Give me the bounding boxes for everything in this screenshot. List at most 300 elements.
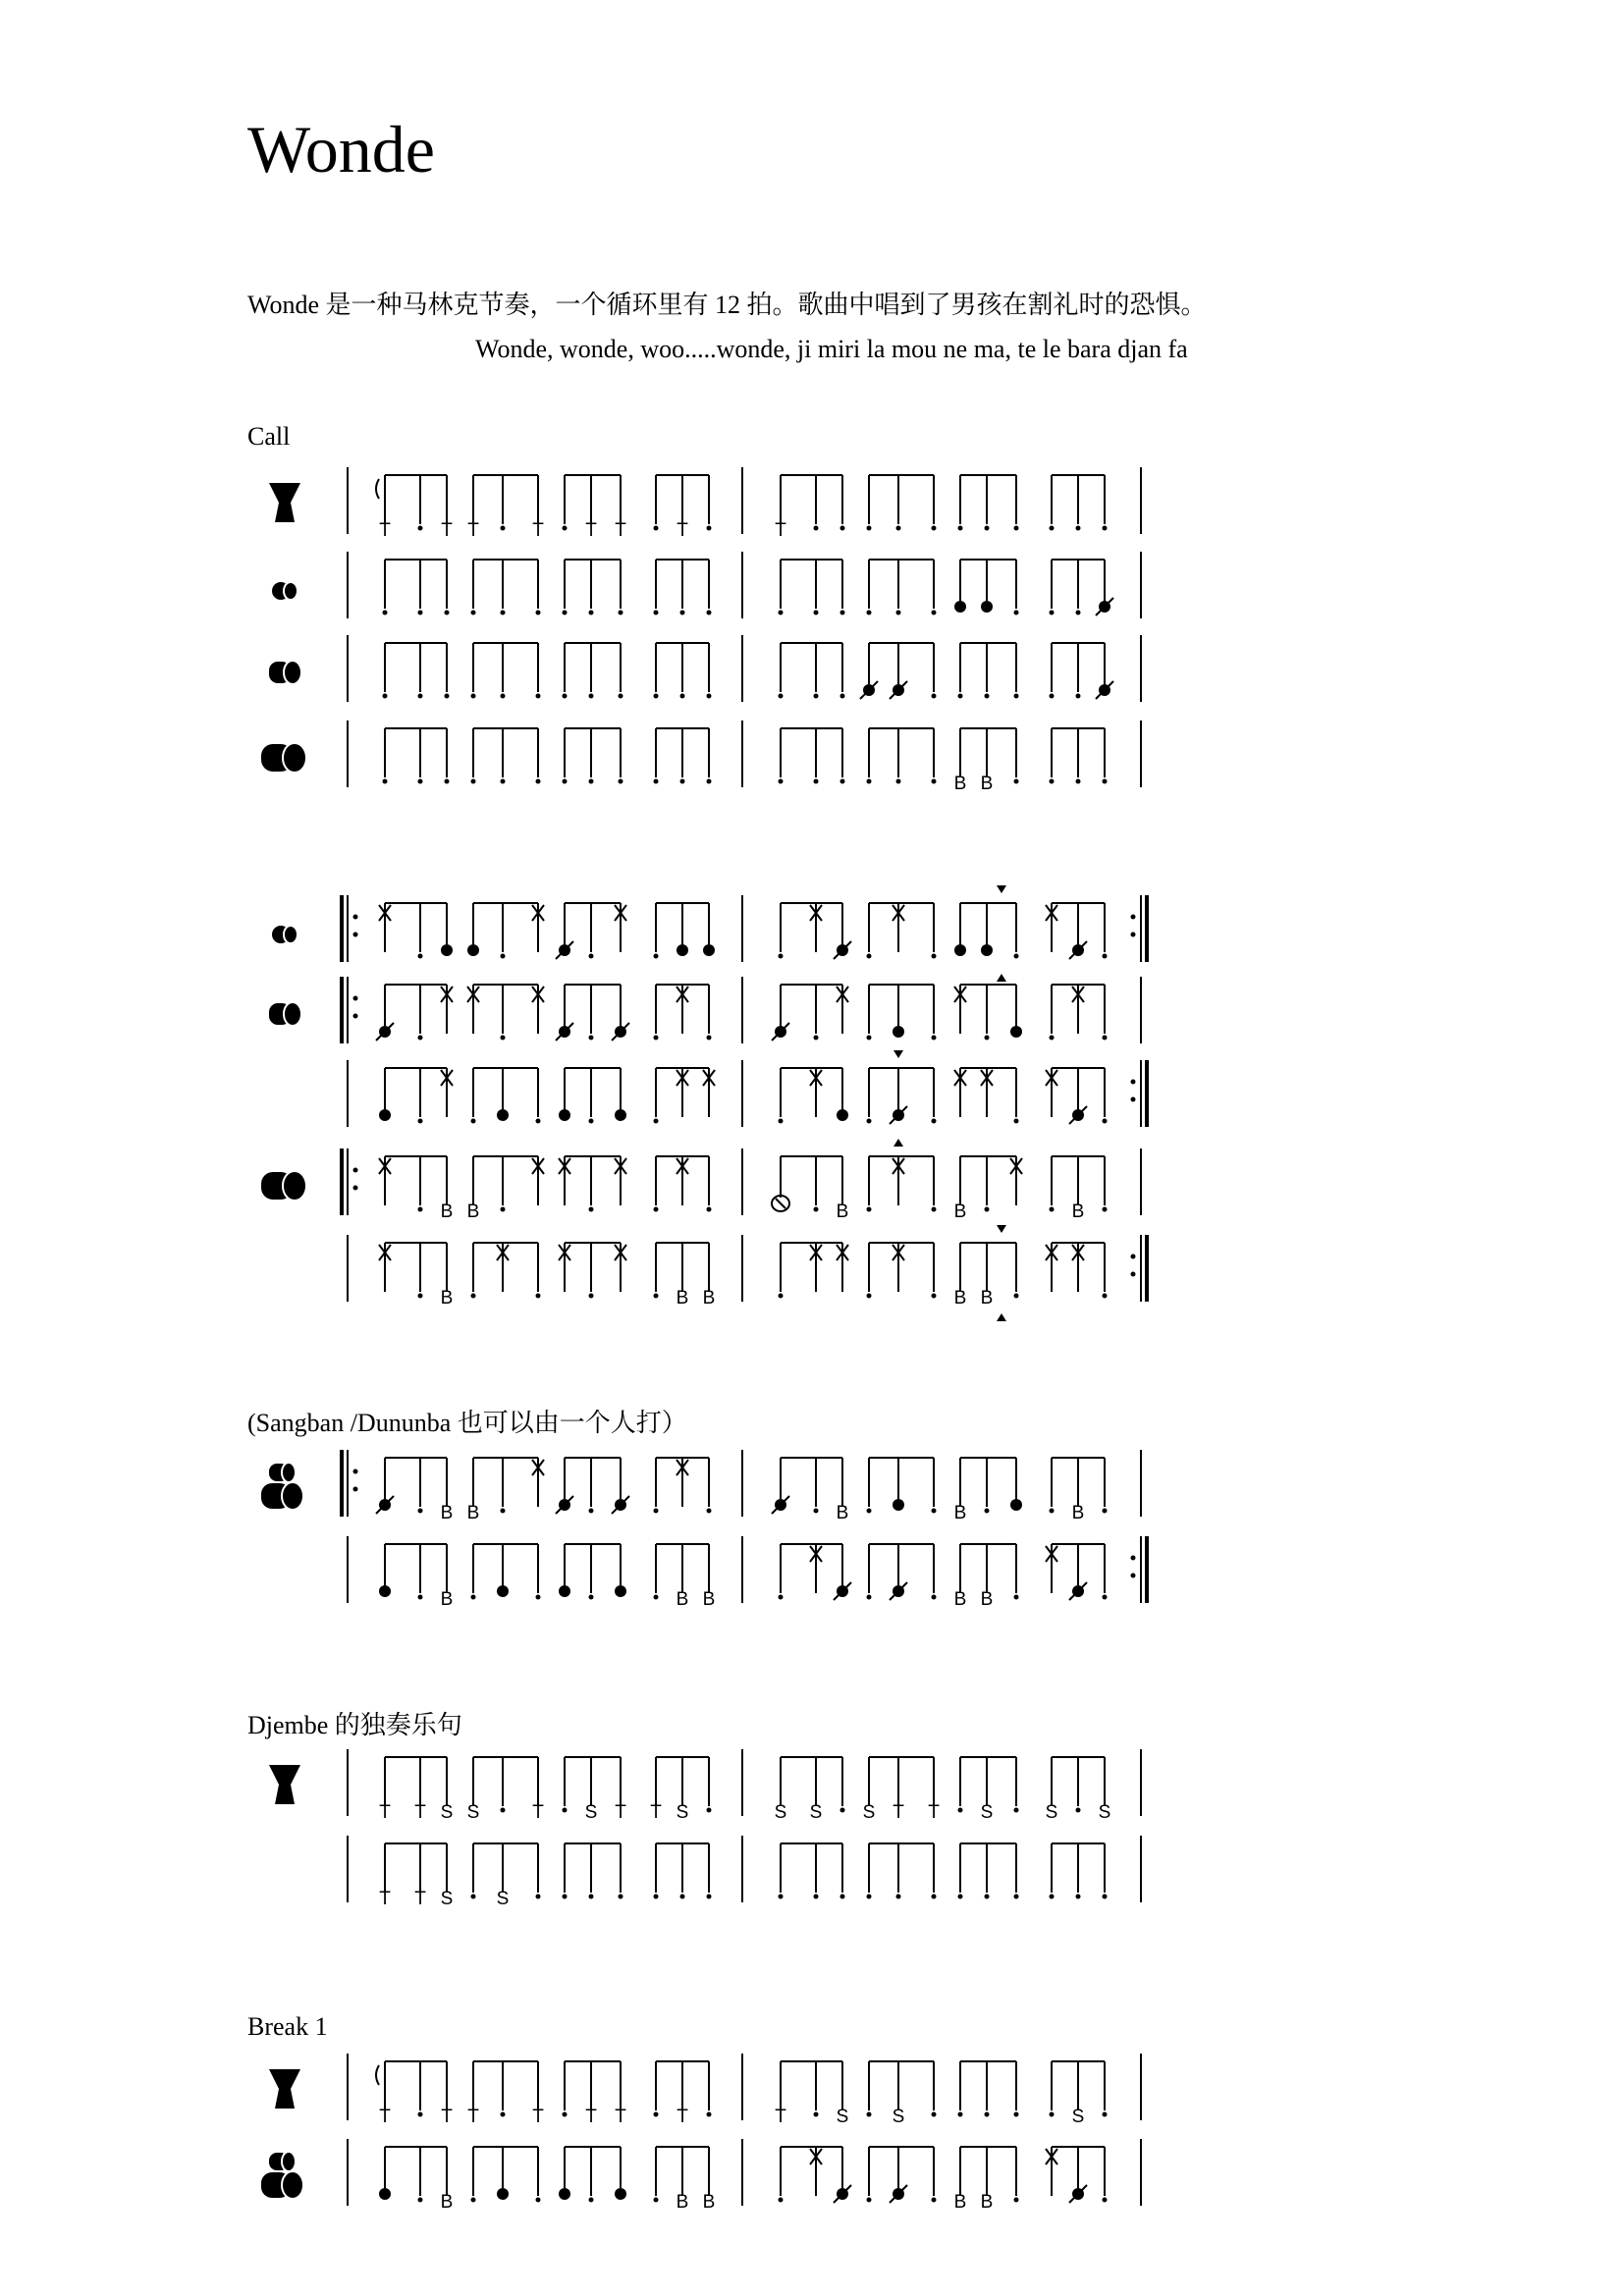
repeat-dot xyxy=(1131,1556,1136,1561)
stroke-letter: S xyxy=(496,1889,510,1909)
rest-dot xyxy=(958,526,963,531)
rest-dot xyxy=(707,611,712,615)
stroke-letter: S xyxy=(1098,1802,1111,1823)
rest-dot xyxy=(867,1595,872,1600)
rest-dot xyxy=(1050,1895,1055,1899)
combo-icon-face xyxy=(282,2171,303,2199)
rest-dot xyxy=(814,526,819,531)
combo-icon-face xyxy=(282,1482,303,1510)
rest-dot xyxy=(1103,526,1108,531)
rest-dot xyxy=(471,1119,476,1124)
rest-dot xyxy=(779,779,784,784)
rest-dot xyxy=(1014,1294,1019,1299)
open-stroke xyxy=(497,2188,509,2200)
rest-dot xyxy=(867,1895,872,1899)
open-stroke xyxy=(954,944,966,956)
rest-dot xyxy=(1014,2112,1019,2117)
rest-dot xyxy=(563,526,568,531)
rest-dot xyxy=(779,1294,784,1299)
rest-dot xyxy=(840,1895,845,1899)
rest-dot xyxy=(654,1294,659,1299)
rest-dot xyxy=(418,611,423,615)
rest-dot xyxy=(1050,694,1055,699)
rhythm-row xyxy=(348,1536,1147,1610)
rest-dot xyxy=(814,1036,819,1041)
accent-mark xyxy=(893,1139,903,1147)
rest-dot xyxy=(1014,611,1019,615)
rest-dot xyxy=(654,1509,659,1514)
rest-dot xyxy=(1050,1207,1055,1212)
rest-dot xyxy=(654,2198,659,2203)
section-label-combo-note: (Sangban /Dununba 也可以由一个人打） xyxy=(247,1409,687,1437)
intro-text: Wonde 是一种马林克节奏，一个循环里有 12 拍。歌曲中唱到了男孩在割礼时的恐惧。 xyxy=(247,291,1207,319)
rhythm-row xyxy=(261,2139,1141,2213)
rest-dot xyxy=(707,1808,712,1813)
stroke-letter: T xyxy=(379,520,391,541)
repeat-dot xyxy=(1131,1272,1136,1277)
accent-mark xyxy=(997,1313,1006,1321)
rest-dot xyxy=(563,694,568,699)
rest-dot xyxy=(418,1119,423,1124)
rest-dot xyxy=(932,954,937,959)
rest-dot xyxy=(932,1036,937,1041)
stroke-letter: T xyxy=(467,2107,479,2127)
rest-dot xyxy=(1050,779,1055,784)
rhythm-row xyxy=(261,1148,1141,1222)
stroke-letter: T xyxy=(414,1802,426,1823)
rest-dot xyxy=(932,2112,937,2117)
open-stroke xyxy=(981,601,993,613)
rest-dot xyxy=(619,611,623,615)
stroke-letter: B xyxy=(980,1288,994,1308)
rest-dot xyxy=(1014,2198,1019,2203)
rest-dot xyxy=(1076,526,1081,531)
rest-dot xyxy=(707,1895,712,1899)
stroke-letter: T xyxy=(467,520,479,541)
rest-dot xyxy=(536,1119,541,1124)
repeat-dot xyxy=(1131,933,1136,937)
stroke-letter: T xyxy=(650,1802,662,1823)
open-stroke xyxy=(379,1585,391,1597)
rest-dot xyxy=(840,779,845,784)
repeat-dot xyxy=(353,915,358,920)
stroke-letter: S xyxy=(892,2107,905,2127)
rest-dot xyxy=(840,1808,845,1813)
stroke-letter: T xyxy=(677,520,688,541)
repeat-dot xyxy=(1131,1080,1136,1085)
rest-dot xyxy=(1103,1207,1108,1212)
rest-dot xyxy=(680,779,685,784)
stroke-letter: T xyxy=(775,2107,786,2127)
rest-dot xyxy=(958,694,963,699)
rest-dot xyxy=(445,779,450,784)
rest-dot xyxy=(958,2112,963,2117)
rest-dot xyxy=(840,611,845,615)
stroke-letter: T xyxy=(775,520,786,541)
rest-dot xyxy=(1014,954,1019,959)
stroke-letter: B xyxy=(466,1201,480,1222)
rest-dot xyxy=(867,1207,872,1212)
rest-dot xyxy=(654,1895,659,1899)
rest-dot xyxy=(1014,694,1019,699)
rest-dot xyxy=(501,954,506,959)
open-stroke xyxy=(837,1109,848,1121)
rest-dot xyxy=(563,1808,568,1813)
rest-dot xyxy=(932,2198,937,2203)
rest-dot xyxy=(932,1207,937,1212)
rest-dot xyxy=(707,694,712,699)
rest-dot xyxy=(589,1294,594,1299)
stroke-letter: B xyxy=(1071,1503,1085,1523)
rest-dot xyxy=(418,1294,423,1299)
rest-dot xyxy=(707,526,712,531)
rest-dot xyxy=(867,526,872,531)
rest-dot xyxy=(1050,1509,1055,1514)
flam-mark xyxy=(376,479,379,499)
open-stroke xyxy=(559,2188,570,2200)
rest-dot xyxy=(501,1207,506,1212)
rest-dot xyxy=(1103,954,1108,959)
stroke-letter: T xyxy=(615,1802,626,1823)
rest-dot xyxy=(589,1036,594,1041)
rest-dot xyxy=(779,694,784,699)
rest-dot xyxy=(536,779,541,784)
accent-mark xyxy=(997,1225,1006,1233)
sangban-icon-face xyxy=(284,661,301,684)
repeat-dot xyxy=(1131,915,1136,920)
rest-dot xyxy=(814,1895,819,1899)
stroke-letter: B xyxy=(980,2192,994,2213)
rest-dot xyxy=(867,1036,872,1041)
rest-dot xyxy=(589,2198,594,2203)
rest-dot xyxy=(619,694,623,699)
djembe-icon xyxy=(269,2069,300,2109)
rest-dot xyxy=(985,1207,990,1212)
open-stroke xyxy=(441,944,453,956)
stroke-letter: B xyxy=(836,1201,849,1222)
rest-dot xyxy=(867,2112,872,2117)
rest-dot xyxy=(1014,779,1019,784)
rest-dot xyxy=(501,779,506,784)
rest-dot xyxy=(471,1595,476,1600)
rest-dot xyxy=(1014,526,1019,531)
rest-dot xyxy=(501,2112,506,2117)
rest-dot xyxy=(501,694,506,699)
rest-dot xyxy=(779,1595,784,1600)
rest-dot xyxy=(1103,1036,1108,1041)
rest-dot xyxy=(536,2198,541,2203)
stroke-letter: S xyxy=(466,1802,480,1823)
rest-dot xyxy=(418,1207,423,1212)
rest-dot xyxy=(471,779,476,784)
rest-dot xyxy=(932,779,937,784)
repeat-dot xyxy=(353,933,358,937)
open-stroke xyxy=(954,601,966,613)
rest-dot xyxy=(501,1036,506,1041)
djembe-icon xyxy=(269,1765,300,1804)
rest-dot xyxy=(654,1119,659,1124)
rest-dot xyxy=(1103,2198,1108,2203)
stroke-letter: T xyxy=(585,2107,597,2127)
rest-dot xyxy=(707,1036,712,1041)
rest-dot xyxy=(779,954,784,959)
stroke-letter: B xyxy=(702,1589,716,1610)
rest-dot xyxy=(1014,1119,1019,1124)
kenkeni-icon-face xyxy=(284,582,298,600)
rest-dot xyxy=(985,1509,990,1514)
repeat-dot xyxy=(353,1014,358,1019)
rest-dot xyxy=(536,611,541,615)
rest-dot xyxy=(589,1119,594,1124)
rest-dot xyxy=(654,2112,659,2117)
open-stroke xyxy=(981,944,993,956)
rest-dot xyxy=(814,779,819,784)
rest-dot xyxy=(814,2112,819,2117)
rhythm-row xyxy=(348,1225,1147,1321)
flam-mark xyxy=(376,2065,379,2085)
rhythm-row xyxy=(272,552,1141,618)
stroke-letter: T xyxy=(379,2107,391,2127)
rest-dot xyxy=(1103,1119,1108,1124)
rest-dot xyxy=(707,1207,712,1212)
stroke-letter: S xyxy=(836,2107,849,2127)
rhythm-row xyxy=(272,885,1147,982)
rest-dot xyxy=(654,611,659,615)
repeat-dot xyxy=(353,996,358,1001)
rest-dot xyxy=(1050,2112,1055,2117)
stroke-letter: B xyxy=(440,2192,454,2213)
rest-dot xyxy=(932,611,937,615)
rest-dot xyxy=(1103,1509,1108,1514)
rest-dot xyxy=(536,694,541,699)
rest-dot xyxy=(654,694,659,699)
stroke-letter: B xyxy=(953,1288,967,1308)
rest-dot xyxy=(1103,779,1108,784)
stroke-letter: T xyxy=(414,1889,426,1909)
stroke-letter: T xyxy=(615,2107,626,2127)
stroke-letter: T xyxy=(677,2107,688,2127)
combo-icon-top-face xyxy=(282,2152,296,2171)
rest-dot xyxy=(867,1509,872,1514)
repeat-dot xyxy=(353,1168,358,1173)
rest-dot xyxy=(1076,779,1081,784)
stroke-letter: B xyxy=(953,1201,967,1222)
rest-dot xyxy=(985,1895,990,1899)
open-stroke xyxy=(497,1109,509,1121)
open-stroke xyxy=(677,944,688,956)
rhythm-row xyxy=(261,1450,1141,1523)
rest-dot xyxy=(1076,694,1081,699)
rest-dot xyxy=(707,2112,712,2117)
stroke-letter: S xyxy=(809,1802,823,1823)
rhythm-row xyxy=(348,1050,1147,1147)
open-stroke xyxy=(703,944,715,956)
rhythm-row xyxy=(269,2054,1141,2127)
rest-dot xyxy=(654,526,659,531)
rhythm-row xyxy=(348,1836,1141,1909)
rhythm-row xyxy=(261,721,1141,794)
stroke-letter: B xyxy=(676,1288,689,1308)
stroke-letter: T xyxy=(441,2107,453,2127)
stroke-letter: S xyxy=(440,1802,454,1823)
rest-dot xyxy=(814,1509,819,1514)
stroke-letter: T xyxy=(379,1889,391,1909)
page-title: Wonde xyxy=(247,112,435,187)
rest-dot xyxy=(814,1207,819,1212)
section-label-call: Call xyxy=(247,422,291,451)
rest-dot xyxy=(680,1895,685,1899)
repeat-dot xyxy=(1131,1255,1136,1259)
stroke-letter: B xyxy=(953,1503,967,1523)
rest-dot xyxy=(779,2198,784,2203)
stroke-letter: T xyxy=(615,520,626,541)
rest-dot xyxy=(418,694,423,699)
rest-dot xyxy=(383,611,388,615)
repeat-dot xyxy=(353,1487,358,1492)
rest-dot xyxy=(779,1119,784,1124)
rhythm-row xyxy=(269,977,1141,1043)
stroke-letter: B xyxy=(1071,1201,1085,1222)
lyric-text: Wonde, wonde, woo.....wonde, ji miri la mou ne ma, te le bara djan fa xyxy=(475,335,1188,363)
dununba-icon-face xyxy=(283,743,306,773)
rest-dot xyxy=(418,2112,423,2117)
rhythm-row xyxy=(269,467,1141,541)
kenkeni-icon-face xyxy=(284,926,298,943)
rest-dot xyxy=(1103,1895,1108,1899)
rest-dot xyxy=(471,1895,476,1899)
stroke-letter: B xyxy=(440,1503,454,1523)
rest-dot xyxy=(589,954,594,959)
rest-dot xyxy=(1014,1595,1019,1600)
rest-dot xyxy=(958,1808,963,1813)
rest-dot xyxy=(1014,1808,1019,1813)
open-stroke xyxy=(615,2188,626,2200)
rest-dot xyxy=(896,526,901,531)
rest-dot xyxy=(814,694,819,699)
rest-dot xyxy=(418,954,423,959)
dununba-icon-face xyxy=(283,1171,306,1201)
stroke-letter: B xyxy=(980,774,994,794)
rest-dot xyxy=(1050,526,1055,531)
stroke-letter: B xyxy=(836,1503,849,1523)
rest-dot xyxy=(867,611,872,615)
rest-dot xyxy=(1050,1036,1055,1041)
repeat-dot xyxy=(353,1186,358,1191)
stroke-letter: T xyxy=(928,1802,940,1823)
rest-dot xyxy=(779,611,784,615)
accent-mark xyxy=(997,974,1006,982)
open-stroke xyxy=(379,2188,391,2200)
rest-dot xyxy=(383,779,388,784)
rest-dot xyxy=(932,1509,937,1514)
rest-dot xyxy=(896,611,901,615)
djembe-icon xyxy=(269,483,300,522)
rest-dot xyxy=(589,1509,594,1514)
open-stroke xyxy=(1010,1026,1022,1038)
repeat-dot xyxy=(1131,1097,1136,1102)
stroke-letter: B xyxy=(953,1589,967,1610)
stroke-letter: S xyxy=(440,1889,454,1909)
rest-dot xyxy=(1103,1595,1108,1600)
rest-dot xyxy=(985,526,990,531)
rest-dot xyxy=(418,1036,423,1041)
rest-dot xyxy=(840,526,845,531)
stroke-letter: B xyxy=(440,1288,454,1308)
open-stroke xyxy=(559,1109,570,1121)
rest-dot xyxy=(985,694,990,699)
stroke-letter: T xyxy=(893,1802,904,1823)
rest-dot xyxy=(589,1595,594,1600)
sangban-icon-face xyxy=(284,1002,301,1026)
stroke-letter: S xyxy=(862,1802,876,1823)
rest-dot xyxy=(654,779,659,784)
rest-dot xyxy=(501,1808,506,1813)
rest-dot xyxy=(501,526,506,531)
stroke-letter: S xyxy=(1045,1802,1058,1823)
rest-dot xyxy=(654,1207,659,1212)
stroke-letter: T xyxy=(585,520,597,541)
open-stroke xyxy=(893,1499,904,1511)
rest-dot xyxy=(383,694,388,699)
rest-dot xyxy=(563,1895,568,1899)
rest-dot xyxy=(471,694,476,699)
stroke-letter: B xyxy=(440,1201,454,1222)
open-stroke xyxy=(467,944,479,956)
rest-dot xyxy=(589,694,594,699)
rhythm-row xyxy=(269,1749,1141,1823)
rest-dot xyxy=(932,1294,937,1299)
stroke-letter: B xyxy=(676,2192,689,2213)
rest-dot xyxy=(707,1509,712,1514)
rest-dot xyxy=(932,1119,937,1124)
rest-dot xyxy=(896,779,901,784)
rest-dot xyxy=(707,779,712,784)
accent-mark xyxy=(893,1050,903,1058)
rest-dot xyxy=(867,779,872,784)
stroke-letter: B xyxy=(676,1589,689,1610)
rest-dot xyxy=(985,1036,990,1041)
rest-dot xyxy=(1076,611,1081,615)
rest-dot xyxy=(445,694,450,699)
stroke-letter: S xyxy=(774,1802,787,1823)
open-stroke xyxy=(615,1585,626,1597)
rest-dot xyxy=(932,526,937,531)
rest-dot xyxy=(418,1595,423,1600)
rest-dot xyxy=(958,1895,963,1899)
rest-dot xyxy=(1014,1895,1019,1899)
rest-dot xyxy=(563,2112,568,2117)
stroke-letter: B xyxy=(466,1503,480,1523)
stroke-letter: T xyxy=(441,520,453,541)
stroke-letter: S xyxy=(676,1802,689,1823)
stroke-letter: T xyxy=(379,1802,391,1823)
rest-dot xyxy=(1103,2112,1108,2117)
stroke-letter: T xyxy=(532,2107,544,2127)
stroke-letter: B xyxy=(953,2192,967,2213)
rest-dot xyxy=(445,611,450,615)
rest-dot xyxy=(1103,1294,1108,1299)
rest-dot xyxy=(536,1595,541,1600)
rest-dot xyxy=(589,779,594,784)
rest-dot xyxy=(867,2198,872,2203)
rest-dot xyxy=(589,1895,594,1899)
rest-dot xyxy=(418,779,423,784)
rhythm-row xyxy=(269,635,1141,702)
rest-dot xyxy=(418,1509,423,1514)
stroke-letter: B xyxy=(702,1288,716,1308)
rest-dot xyxy=(619,779,623,784)
open-stroke xyxy=(893,1026,904,1038)
